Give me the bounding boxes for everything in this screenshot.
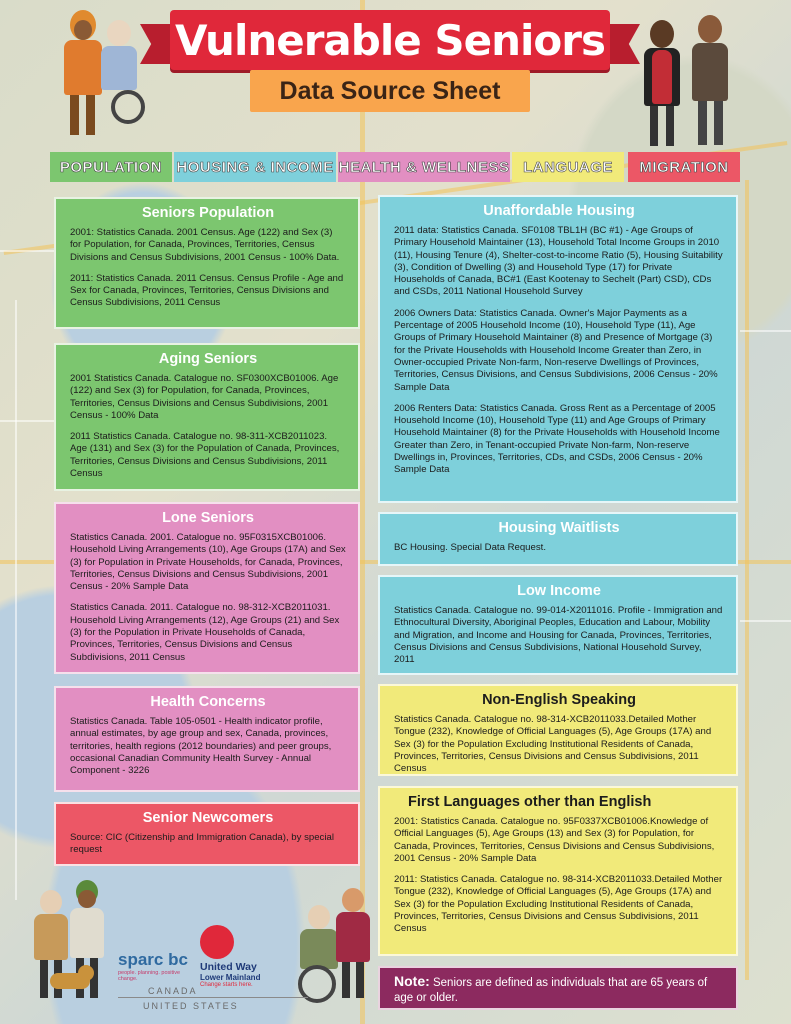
united-way-tagline: Change starts here. — [200, 982, 253, 988]
sparc-bc-tagline: people. planning. positive change. — [118, 970, 181, 982]
tab-population[interactable]: POPULATION — [50, 152, 172, 182]
map-road — [745, 180, 749, 980]
card-title: Low Income — [517, 583, 601, 599]
category-tabs — [50, 152, 740, 182]
map-street — [0, 250, 55, 252]
map-street — [740, 620, 791, 622]
note-text: Seniors are defined as individuals that are 65 years of age or older. — [394, 977, 708, 1004]
card-unaffordable-housing — [378, 195, 738, 503]
dog-illustration — [50, 965, 90, 999]
card-title: Housing Waitlists — [498, 520, 620, 536]
united-way-logo — [200, 925, 280, 988]
title-banner — [170, 10, 610, 70]
card-text: Statistics Canada. Catalogue no. 99-014-X2011016. Profile - Immigration and Ethnocultural Diversity, Aboriginal Peoples, Education and Labour, Mobility and Migration, and Income and Housing for Canada, Provinces, Territories, Census Divisions and Census Subdivisions, National Household Survey, 2011 — [394, 605, 723, 666]
senior-woman-illustration — [640, 20, 685, 150]
tab-language[interactable]: LANGUAGE — [512, 152, 624, 182]
card-first-languages — [378, 786, 738, 956]
card-title: Unaffordable Housing — [483, 203, 635, 219]
card-seniors-population — [54, 197, 360, 329]
senior-woman-illustration — [336, 888, 370, 1000]
sparc-bc-logo — [118, 950, 198, 982]
card-text: BC Housing. Special Data Request. — [394, 542, 546, 553]
page-subtitle: Data Source Sheet — [279, 76, 501, 105]
note-label: Note: — [394, 973, 430, 989]
card-title: First Languages other than English — [408, 794, 652, 810]
united-way-emblem — [200, 925, 234, 959]
card-low-income — [378, 575, 738, 675]
card-text: 2001 Statistics Canada. Catalogue no. SF0300XCB01006. Age (122) and Sex (3) for Population, for Canada, Provinces, Territories, Census Divisions and Census Subdivisions, 2001 Census - 100% Data — [70, 373, 339, 421]
card-text: 2006 Renters Data: Statistics Canada. Gross Rent as a Percentage of 2005 Household Income (10), Household Type (11) and Age Groups of Primary Household Maintainer (8) for the Private Households with Household Income Greater than Zero, in Tenant-occupied Private Non-farm, Non-reserve Dwellings in, Provinces, Territories, CDs, and CSDs, 2006 Census - 20% Sample Data — [394, 402, 720, 476]
card-text: Statistics Canada. 2011. Catalogue no. 98-312-XCB2011031. Household Living Arrangements (12), Age Groups (21) and Sex (3) for the Population in Private Households of Canada, Provinces, Territories, Census Divisions and Census Subdivisions, 2011 Census — [70, 602, 340, 663]
card-title: Health Concerns — [150, 694, 266, 710]
senior-wheelchair-illustration — [95, 20, 145, 135]
card-text: 2006 Owners Data: Statistics Canada. Owner's Major Payments as a Percentage of 2005 Household Income (10), Household Type (11), Age Groups of Primary Household Maintainer (8) and Presence of Mortgage (3) for the Private Households with Household Income Greater than Zero, in Owner-occupied Private Non-farm, Non-reserve Dwellings of Provinces, Territories, Census Divisions, and Census Subdivisions, 2006 Census - 20% Sample Data — [394, 307, 718, 393]
card-senior-newcomers — [54, 802, 360, 866]
tab-migration[interactable]: MIGRATION — [628, 152, 740, 182]
card-text: Source: CIC (Citizenship and Immigration Canada), by special request — [70, 832, 334, 856]
card-title: Non-English Speaking — [482, 692, 636, 708]
card-housing-waitlists — [378, 512, 738, 566]
card-text: 2011 Statistics Canada. Catalogue no. 98-311-XCB2011023. Age (131) and Sex (3) for the Population of Canada, Provinces, Territories, Census Divisions and Census Subdivisions, 2011 Census — [70, 431, 340, 480]
sparc-bc-name: sparc bc — [118, 950, 188, 969]
page-title: Vulnerable Seniors — [175, 15, 605, 65]
note-box — [378, 966, 738, 1010]
map-label-canada: CANADA — [148, 986, 198, 996]
card-non-english-speaking — [378, 684, 738, 776]
card-text: 2001: Statistics Canada. Catalogue no. 95F0337XCB01006.Knowledge of Official Languages (5), Age Groups (13) and Sex (3) for Population, for Canada, Provinces, Territories, Census Divisions and Census Subdivisions, 2001 Census - 20% Sample Data — [394, 816, 715, 864]
card-title: Seniors Population — [141, 205, 275, 221]
united-way-name: United Way — [200, 961, 257, 973]
card-lone-seniors — [54, 502, 360, 674]
card-text: 2011 data: Statistics Canada. SF0108 TBL1H (BC #1) - Age Groups of Primary Household Maintainer (13), Household Total Income Groups in 2010 (11), Housing Tenure (4), Shelter-cost-to-income Ratio (5), Housing Suitability (3), Condition of Dwelling (3) and Household Type (17) for Private Households of Canada, BC#1 (East Kootenay to Sechelt (Part) CSD), CDs and CSDs, 2011 National Household Survey — [394, 225, 723, 298]
card-text: 2001: Statistics Canada. 2001 Census. Age (122) and Sex (3) for Population, for Canada, Provinces, Territories, Census Divisions and Census Subdivisions, 2001 Census - 100% Data. — [70, 227, 340, 263]
tab-health-wellness[interactable]: HEALTH & WELLNESS — [338, 152, 510, 182]
senior-man-illustration — [688, 15, 733, 150]
card-aging-seniors — [54, 343, 360, 491]
border-line — [118, 997, 308, 998]
map-street — [0, 420, 55, 422]
card-title: Aging Seniors — [158, 351, 258, 367]
map-label-united-states: UNITED STATES — [143, 1001, 239, 1011]
card-text: Statistics Canada. Table 105-0501 - Health indicator profile, annual estimates, by age group and sex, Canada, provinces, territories, health regions (2012 boundaries) and peer groups, occasional Canadian Community Health Survey - Annual Component - 3226 — [70, 716, 332, 777]
united-way-region: Lower Mainland — [200, 973, 261, 982]
card-text: 2011: Statistics Canada. Catalogue no. 98-314-XCB2011033.Detailed Mother Tongue (232), Knowledge of Official Languages (5), Age Groups (17A) and Sex (3) for the Population Excluding Institutional Residents of Canada, Provinces, Territories, Census Divisions and Census Subdivisions, 2011 Census — [394, 874, 723, 935]
subtitle-banner — [250, 70, 530, 112]
tab-housing-income[interactable]: HOUSING & INCOME — [174, 152, 336, 182]
card-text: 2011: Statistics Canada. 2011 Census. Census Profile - Age and Sex for Canada, Provinces, Territories, Census Divisions and Census Subdivisions, 2011 Census — [70, 272, 344, 309]
card-text: Statistics Canada. 2001. Catalogue no. 95F0315XCB01006. Household Living Arrangements (10), Age Groups (17A) and Sex (3) for Population in Private Households, for Canada, Provinces, Territories, Census Divisions and Census Subdivisions, 2001 Census - 20% Sample Data — [70, 532, 346, 593]
card-title: Lone Seniors — [162, 510, 254, 526]
map-street — [15, 300, 17, 900]
map-street — [740, 330, 791, 332]
card-title: Senior Newcomers — [142, 810, 274, 826]
card-text: Statistics Canada. Catalogue no. 98-314-XCB2011033.Detailed Mother Tongue (232), Knowledge of Official Languages (5), Age Groups (17A) and Sex (3) for the Population Excluding Institutional Residents of Canada, Provinces, Territories, Census Divisions and Census Subdivisions, 2011 Census — [394, 714, 712, 775]
card-health-concerns — [54, 686, 360, 792]
